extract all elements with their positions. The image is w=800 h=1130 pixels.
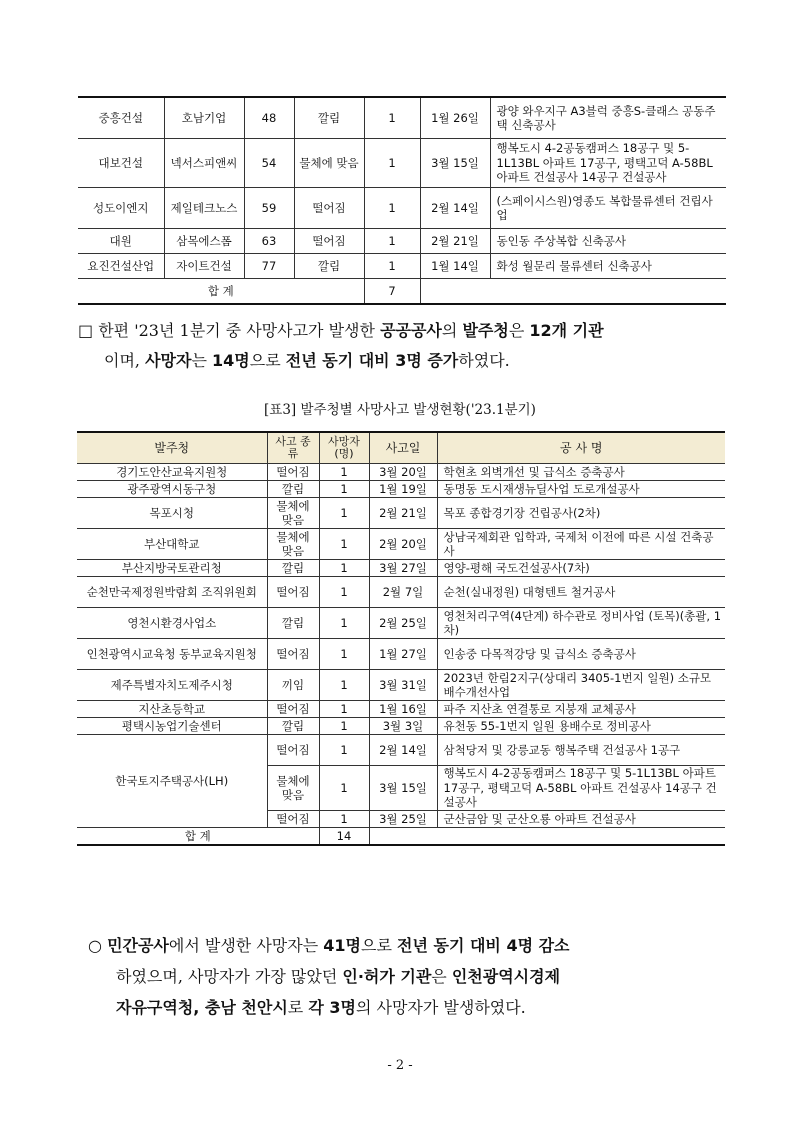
accident-type-cell: 떨어짐 [267, 577, 319, 608]
company-cell: 성도이엔지 [78, 188, 164, 229]
deaths-cell: 1 [319, 608, 369, 639]
table-row [77, 670, 725, 701]
deaths-cell: 1 [319, 735, 369, 766]
paragraph-public-works: □ 한편 '23년 1분기 중 사망사고가 발생한 공공공사의 발주청은 12개 기관 이며, 사망자는 14명으로 전년 동기 대비 3명 증가하였다. [78, 321, 604, 370]
table-row [78, 188, 726, 229]
deaths-cell: 1 [319, 464, 369, 481]
project-cell: 동명동 도시재생뉴딜사업 도로개설공사 [437, 481, 725, 498]
accident-type-cell: 깔림 [267, 560, 319, 577]
accident-type-cell: 깔림 [267, 718, 319, 735]
header-project: 공 사 명 [437, 432, 725, 464]
deaths-cell: 1 [319, 766, 369, 811]
header-client: 발주청 [77, 432, 267, 464]
project-cell: 유천동 55-1번지 일원 용배수로 정비공사 [437, 718, 725, 735]
date-cell: 1월 26일 [420, 97, 490, 139]
rank-cell: 77 [244, 254, 294, 279]
deaths-cell: 1 [319, 498, 369, 529]
table-row [77, 481, 725, 498]
table-row [78, 139, 726, 188]
project-cell: (스페이시스원)영종도 복합물류센터 건립사업 [490, 188, 726, 229]
date-cell: 2월 7일 [369, 577, 437, 608]
total-value: 7 [364, 279, 420, 305]
project-cell: 광양 와우지구 A3블럭 중흥S-클래스 공동주택 신축공사 [490, 97, 726, 139]
accident-type-cell: 깔림 [267, 481, 319, 498]
header-type: 사고 종류 [267, 432, 319, 464]
project-cell: 영양-평해 국도건설공사(7차) [437, 560, 725, 577]
table-row [77, 735, 725, 766]
empty-cell [420, 279, 726, 305]
deaths-cell: 1 [364, 229, 420, 254]
date-cell: 3월 15일 [369, 766, 437, 811]
accident-type-cell: 떨어짐 [267, 701, 319, 718]
date-cell: 3월 25일 [369, 811, 437, 828]
total-value: 14 [319, 828, 369, 846]
accident-type-cell: 물체에 맞음 [294, 139, 364, 188]
project-cell: 목포 종합경기장 건립공사(2차) [437, 498, 725, 529]
project-cell: 순천(실내정원) 대형텐트 철거공사 [437, 577, 725, 608]
client-cell: 광주광역시동구청 [77, 481, 267, 498]
accident-type-cell: 깔림 [267, 608, 319, 639]
accident-type-cell: 물체에 맞음 [267, 498, 319, 529]
client-cell: 경기도안산교육지원청 [77, 464, 267, 481]
client-accident-table [77, 431, 725, 846]
company-cell: 요진건설산업 [78, 254, 164, 279]
date-cell: 3월 3일 [369, 718, 437, 735]
accident-type-cell: 끼임 [267, 670, 319, 701]
accident-type-cell: 떨어짐 [294, 188, 364, 229]
project-cell: 화성 월문리 물류센터 신축공사 [490, 254, 726, 279]
date-cell: 1월 27일 [369, 639, 437, 670]
client-cell: 지산초등학교 [77, 701, 267, 718]
deaths-cell: 1 [319, 639, 369, 670]
client-cell: 한국토지주택공사(LH) [77, 735, 267, 828]
date-cell: 2월 25일 [369, 608, 437, 639]
project-cell: 2023년 한림2지구(상대리 3405-1번지 일원) 소규모 배수개선사업 [437, 670, 725, 701]
table-row [77, 608, 725, 639]
deaths-cell: 1 [364, 139, 420, 188]
date-cell: 2월 20일 [369, 529, 437, 560]
date-cell: 3월 27일 [369, 560, 437, 577]
accident-type-cell: 떨어짐 [267, 464, 319, 481]
date-cell: 3월 15일 [420, 139, 490, 188]
subcontractor-cell: 제일테크노스 [164, 188, 244, 229]
deaths-cell: 1 [319, 560, 369, 577]
client-cell: 부산대학교 [77, 529, 267, 560]
client-cell: 인천광역시교육청 동부교육지원청 [77, 639, 267, 670]
table-row [78, 229, 726, 254]
total-row [77, 828, 725, 846]
date-cell: 2월 14일 [369, 735, 437, 766]
deaths-cell: 1 [364, 254, 420, 279]
deaths-cell: 1 [364, 97, 420, 139]
empty-cell [369, 828, 725, 846]
table-row [77, 577, 725, 608]
date-cell: 2월 21일 [420, 229, 490, 254]
subcontractor-cell: 자이트건설 [164, 254, 244, 279]
project-cell: 군산금암 및 군산오룡 아파트 건설공사 [437, 811, 725, 828]
deaths-cell: 1 [319, 811, 369, 828]
table-row [77, 639, 725, 670]
deaths-cell: 1 [319, 577, 369, 608]
table-row [77, 498, 725, 529]
project-cell: 파주 지산초 연결통로 지붕재 교체공사 [437, 701, 725, 718]
deaths-cell: 1 [319, 529, 369, 560]
project-cell: 동인동 주상복합 신축공사 [490, 229, 726, 254]
rank-cell: 48 [244, 97, 294, 139]
accident-type-cell: 떨어짐 [294, 229, 364, 254]
date-cell: 1월 14일 [420, 254, 490, 279]
subcontractor-cell: 호남기업 [164, 97, 244, 139]
deaths-cell: 1 [364, 188, 420, 229]
date-cell: 1월 16일 [369, 701, 437, 718]
table-row [77, 701, 725, 718]
subcontractor-cell: 넥서스피앤씨 [164, 139, 244, 188]
deaths-cell: 1 [319, 701, 369, 718]
date-cell: 3월 20일 [369, 464, 437, 481]
subcontractor-cell: 삼목에스폼 [164, 229, 244, 254]
project-cell: 학현초 외벽개선 및 급식소 증축공사 [437, 464, 725, 481]
rank-cell: 59 [244, 188, 294, 229]
page-number: - 2 - [387, 1058, 413, 1073]
client-cell: 순천만국제정원박람회 조직위원회 [77, 577, 267, 608]
company-cell: 대원 [78, 229, 164, 254]
accident-type-cell: 떨어짐 [267, 811, 319, 828]
project-cell: 상남국제회관 입학과, 국제처 이전에 따른 시설 건축공사 [437, 529, 725, 560]
date-cell: 2월 14일 [420, 188, 490, 229]
accident-type-cell: 물체에 맞음 [267, 766, 319, 811]
project-cell: 행복도시 4-2공동캠퍼스 18공구 및 5-1L13BL 아파트 17공구, 평택고덕 A-58BL 아파트 건설공사 14공구 건설공사 [490, 139, 726, 188]
total-label: 합 계 [77, 828, 319, 846]
table3-caption: [표3] 발주청별 사망사고 발생현황('23.1분기) [264, 402, 536, 418]
project-cell: 행복도시 4-2공동캠퍼스 18공구 및 5-1L13BL 아파트 17공구, 평택고덕 A-58BL 아파트 건설공사 14공구 건설공사 [437, 766, 725, 811]
table-row [77, 529, 725, 560]
company-cell: 대보건설 [78, 139, 164, 188]
project-cell: 영천처리구역(4단계) 하수관로 정비사업 (토목)(총괄, 1차) [437, 608, 725, 639]
rank-cell: 63 [244, 229, 294, 254]
date-cell: 2월 21일 [369, 498, 437, 529]
project-cell: 삼척당저 및 강릉교동 행복주택 건설공사 1공구 [437, 735, 725, 766]
total-label: 합 계 [78, 279, 364, 305]
client-cell: 제주특별자치도제주시청 [77, 670, 267, 701]
deaths-cell: 1 [319, 670, 369, 701]
table-row [78, 254, 726, 279]
rank-cell: 54 [244, 139, 294, 188]
top-accident-table [78, 96, 726, 305]
table-row [77, 560, 725, 577]
deaths-cell: 1 [319, 481, 369, 498]
date-cell: 3월 31일 [369, 670, 437, 701]
accident-type-cell: 깔림 [294, 97, 364, 139]
company-cell: 중흥건설 [78, 97, 164, 139]
project-cell: 인송중 다목적강당 및 급식소 증축공사 [437, 639, 725, 670]
accident-type-cell: 깔림 [294, 254, 364, 279]
client-cell: 목포시청 [77, 498, 267, 529]
header-date: 사고일 [369, 432, 437, 464]
accident-type-cell: 떨어짐 [267, 639, 319, 670]
client-cell: 부산지방국토관리청 [77, 560, 267, 577]
header-deaths: 사망자 (명) [319, 432, 369, 464]
accident-type-cell: 물체에 맞음 [267, 529, 319, 560]
date-cell: 1월 19일 [369, 481, 437, 498]
deaths-cell: 1 [319, 718, 369, 735]
total-row [78, 279, 726, 305]
table-row [77, 464, 725, 481]
client-cell: 평택시농업기술센터 [77, 718, 267, 735]
accident-type-cell: 떨어짐 [267, 735, 319, 766]
table-row [78, 97, 726, 139]
table-row [77, 718, 725, 735]
client-cell: 영천시환경사업소 [77, 608, 267, 639]
paragraph-private-works: ○ 민간공사에서 발생한 사망자는 41명으로 전년 동기 대비 4명 감소 하였으며, 사망자가 가장 많았던 인·허가 기관은 인천광역시경제 자유구역청, 충남 천안시로 각 3명의 사망자가 발생하였다. [88, 936, 570, 1017]
